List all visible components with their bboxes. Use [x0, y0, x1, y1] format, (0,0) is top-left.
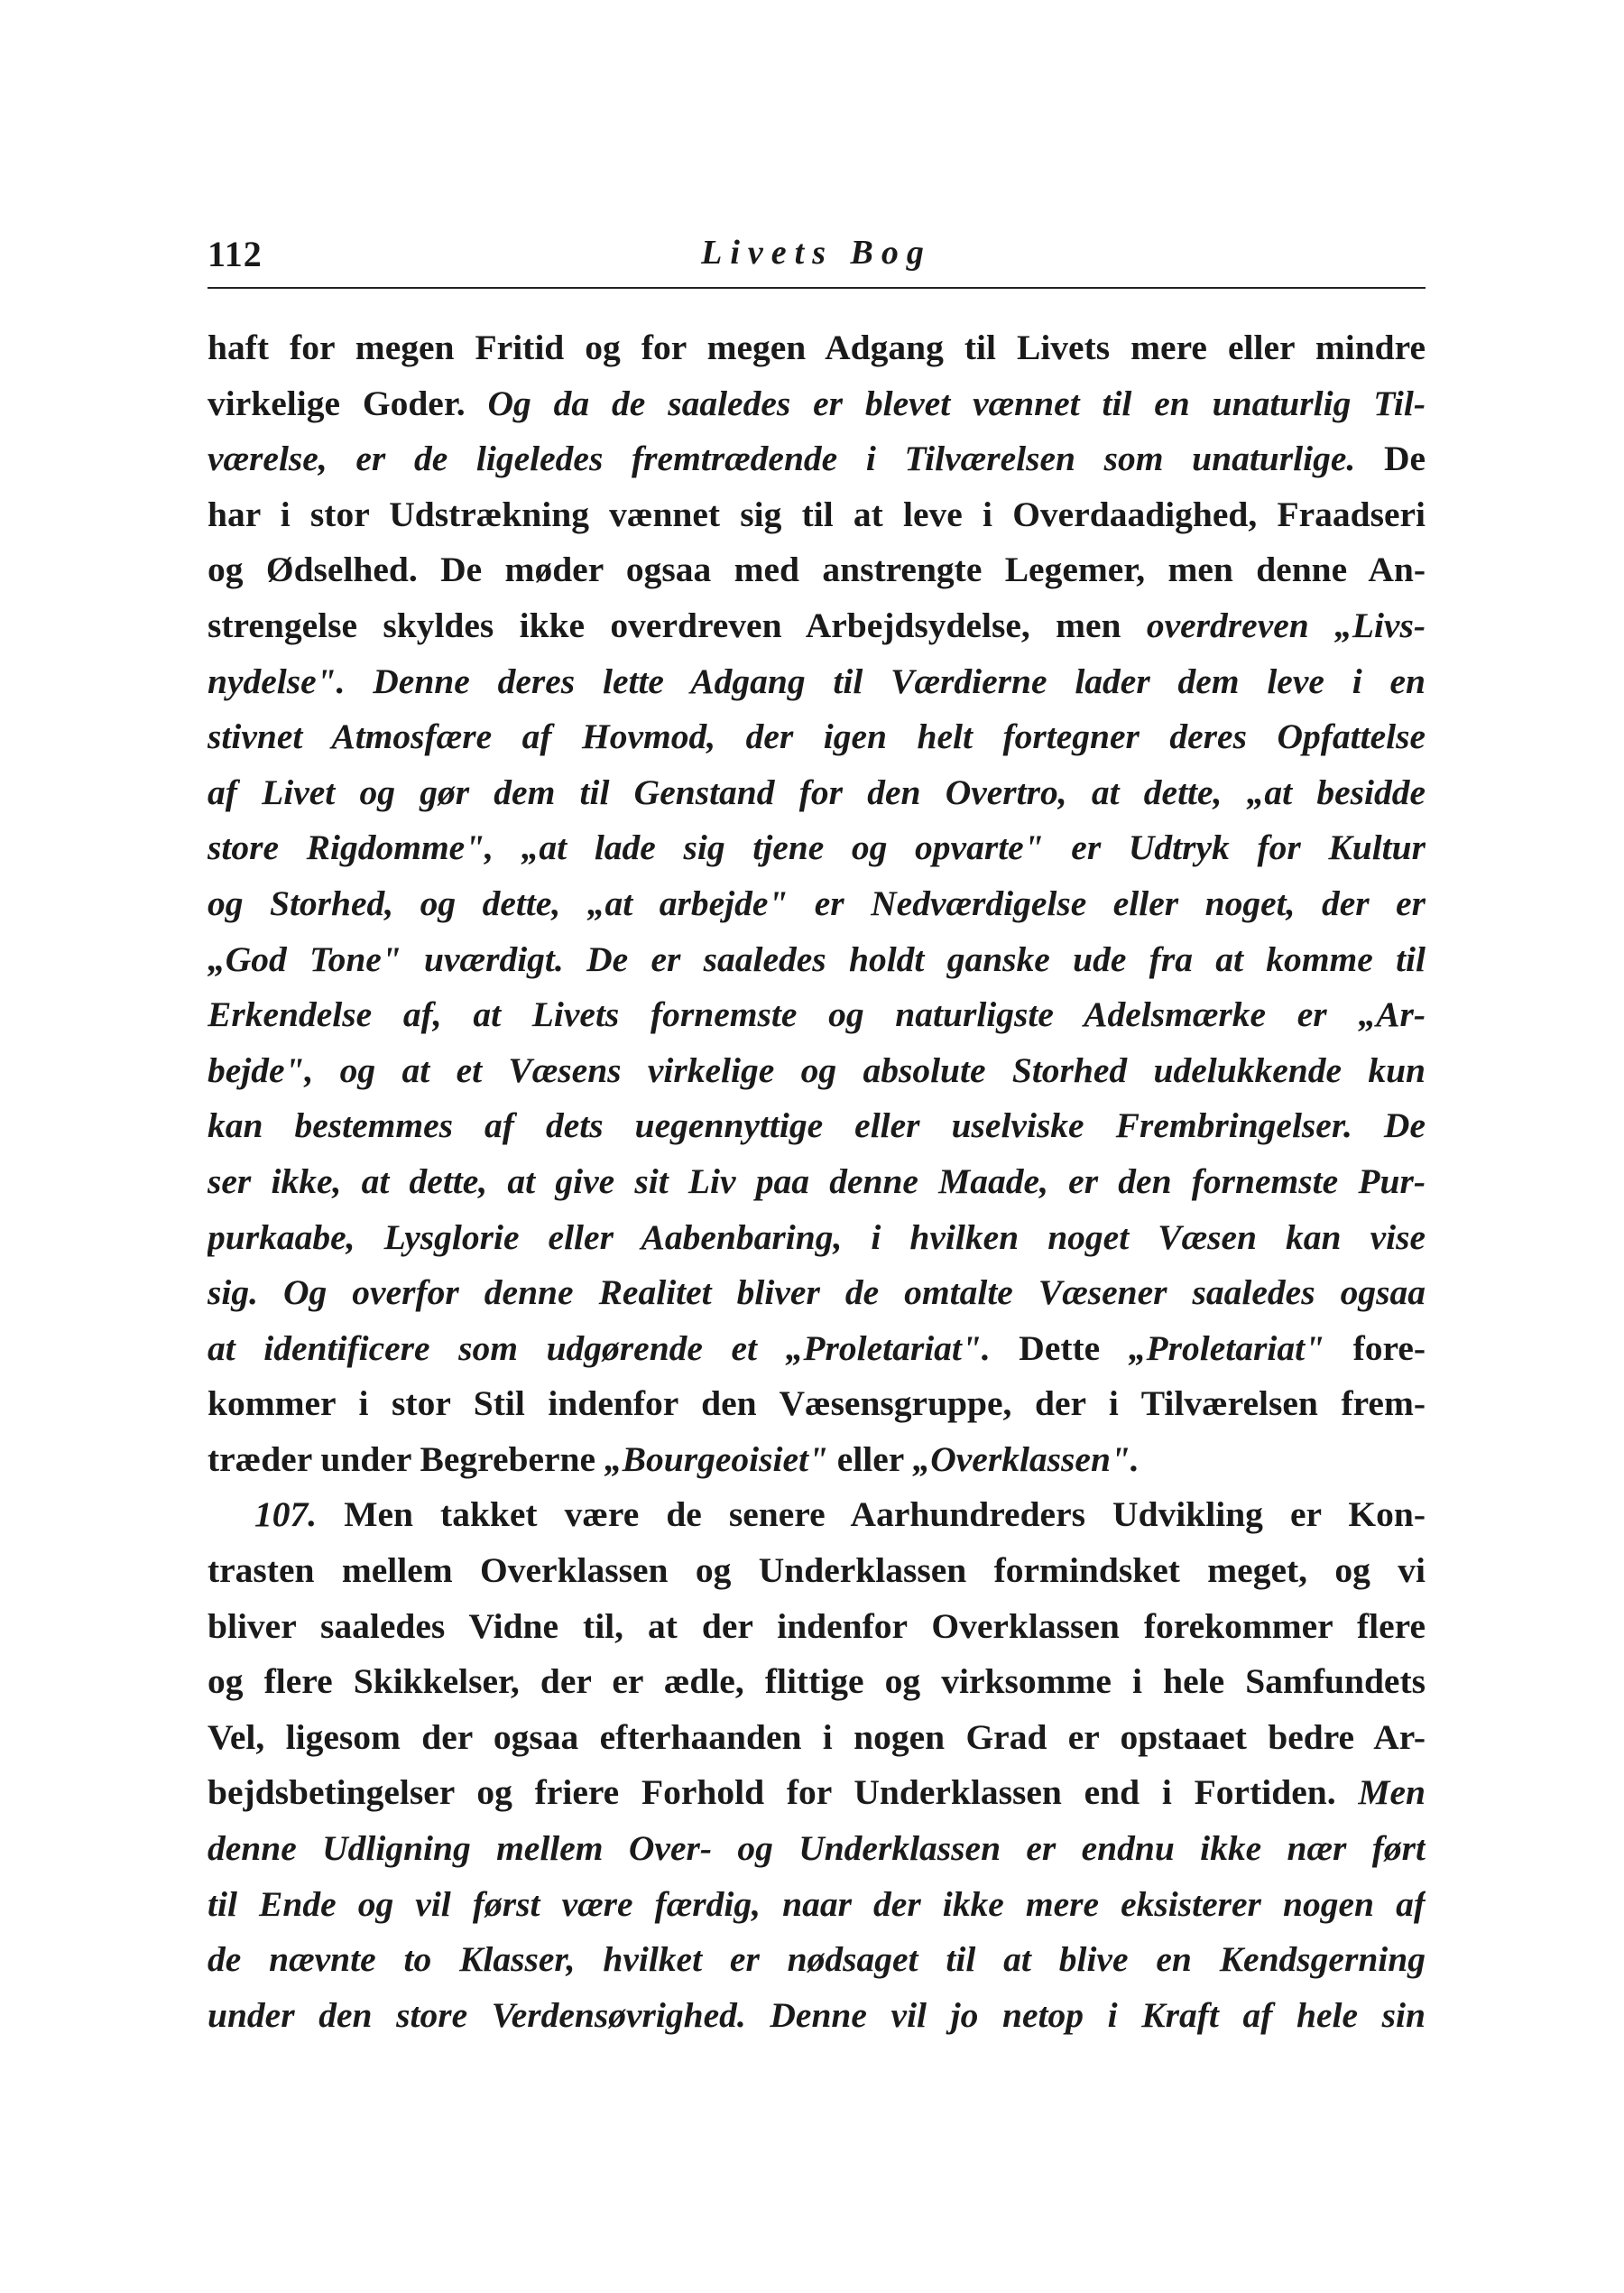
text-line — [208, 1432, 1426, 1488]
italic-text-run: 107. — [254, 1494, 318, 1535]
text-run: virkelige Goder. — [208, 383, 488, 423]
italic-text-run: stivnet Atmosfære af Hovmod, der igen helt fortegner deres Opfattelse — [208, 717, 1426, 757]
italic-text-run: ser ikke, at dette, at give sit Liv paa denne Maade, er den fornemste Pur- — [208, 1160, 1426, 1201]
text-run: og Ødselhed. De møder ogsaa med anstrengte Legemer, men denne An- — [208, 550, 1426, 590]
italic-text-run: nydelse". Denne deres lette Adgang til Værdierne lader dem leve i en — [208, 661, 1426, 701]
text-line — [208, 1043, 1426, 1099]
text-run: Men takket være de senere Aarhundreders Udvikling er Kon- — [317, 1494, 1426, 1535]
page-header — [208, 224, 1426, 289]
text-run: haft for megen Fritid og for megen Adgang til Livets mere eller mindre — [208, 328, 1426, 367]
text-line — [208, 376, 1426, 432]
italic-text-run: og Storhed, og dette, „at arbejde" er Nedværdigelse eller noget, der er — [208, 883, 1426, 923]
text-run: strengelse skyldes ikke overdreven Arbejdsydelse, men — [208, 605, 1147, 645]
text-line — [208, 598, 1426, 654]
page-number: 112 — [208, 234, 263, 274]
text-line — [208, 1599, 1426, 1655]
italic-text-run: Og da de saaledes er blevet vænnet til en unaturlig Til- — [487, 383, 1426, 423]
text-line — [208, 1932, 1426, 1988]
text-line — [208, 932, 1426, 988]
text-run: bliver saaledes Vidne til, at der indenfor Overklassen forekommer flere — [208, 1605, 1426, 1646]
text-run: Vel, ligesom der ogsaa efterhaanden i nogen Grad er opstaaet bedre Ar- — [208, 1716, 1426, 1757]
italic-text-run: af Livet og gør dem til Genstand for den Overtro, at dette, „at besidde — [208, 772, 1426, 812]
text-line — [208, 1821, 1426, 1877]
italic-text-run: at identificere som udgørende et „Proletariat". — [208, 1327, 991, 1368]
text-run: De — [1355, 439, 1426, 479]
italic-text-run: Men — [1358, 1772, 1426, 1813]
text-run: bejdsbetingelser og friere Forhold for Underklassen end i Fortiden. — [208, 1772, 1359, 1813]
text-line — [208, 1265, 1426, 1321]
italic-text-run: „Proletariat" — [1128, 1327, 1325, 1368]
text-line — [208, 1098, 1426, 1154]
italic-text-run: store Rigdomme", „at lade sig tjene og opvarte" er Udtryk for Kultur — [208, 828, 1426, 868]
italic-text-run: „God Tone" uværdigt. De er saaledes holdt ganske ude fra at komme til — [208, 938, 1426, 979]
text-line — [208, 1543, 1426, 1599]
text-line — [208, 987, 1426, 1043]
text-line — [208, 654, 1426, 710]
text-run: fore- — [1324, 1327, 1426, 1368]
italic-text-run: bejde", og at et Væsens virkelige og absolute Storhed udelukkende kun — [208, 1049, 1426, 1090]
body-text — [208, 320, 1426, 2043]
italic-text-run: overdreven „Livs- — [1146, 605, 1426, 645]
text-line — [208, 431, 1426, 487]
italic-text-run: kan bestemmes af dets uegennyttige eller uselviske Frembringelser. De — [208, 1105, 1426, 1146]
italic-text-run: „Overklassen". — [912, 1438, 1140, 1479]
italic-text-run: til Ende og vil først være færdig, naar der ikke mere eksisterer nogen af — [208, 1883, 1426, 1924]
text-line — [208, 765, 1426, 821]
text-line — [208, 1765, 1426, 1821]
text-run: har i stor Udstrækning vænnet sig til at leve i Overdaadighed, Fraadseri — [208, 494, 1426, 534]
italic-text-run: „Bourgeoisiet" — [604, 1438, 828, 1479]
text-run: eller — [827, 1438, 913, 1479]
italic-text-run: sig. Og overfor denne Realitet bliver de omtalte Væsener saaledes ogsaa — [208, 1272, 1426, 1313]
running-title: Livets Bog — [701, 234, 932, 272]
italic-text-run: denne Udligning mellem Over- og Underklassen er endnu ikke nær ført — [208, 1828, 1426, 1869]
text-line — [208, 1654, 1426, 1710]
text-line — [208, 320, 1426, 376]
text-line — [208, 876, 1426, 932]
text-line — [208, 1877, 1426, 1933]
text-run: Dette — [990, 1327, 1129, 1368]
text-run: kommer i stor Stil indenfor den Væsensgruppe, der i Tilværelsen frem- — [208, 1383, 1426, 1424]
text-line — [208, 1210, 1426, 1266]
text-run: trasten mellem Overklassen og Underklassen formindsket meget, og vi — [208, 1550, 1426, 1591]
text-line — [208, 820, 1426, 876]
text-line — [208, 709, 1426, 765]
text-run: træder under Begreberne — [208, 1438, 604, 1479]
text-line — [208, 1487, 1426, 1543]
text-line — [208, 1710, 1426, 1766]
text-line — [208, 1988, 1426, 2044]
text-line — [208, 487, 1426, 543]
italic-text-run: værelse, er de ligeledes fremtrædende i Tilværelsen som unaturlige. — [208, 439, 1356, 479]
italic-text-run: de nævnte to Klasser, hvilket er nødsaget til at blive en Kendsgerning — [208, 1939, 1426, 1980]
text-run: og flere Skikkelser, der er ædle, flittige og virksomme i hele Samfundets — [208, 1661, 1426, 1702]
italic-text-run: under den store Verdensøvrighed. Denne vil jo netop i Kraft af hele sin — [208, 1994, 1426, 2035]
italic-text-run: Erkendelse af, at Livets fornemste og naturligste Adelsmærke er „Ar- — [208, 994, 1426, 1035]
text-line — [208, 1321, 1426, 1377]
text-line — [208, 1376, 1426, 1432]
italic-text-run: purkaabe, Lysglorie eller Aabenbaring, i hvilken noget Væsen kan vise — [208, 1216, 1426, 1257]
text-line — [208, 542, 1426, 598]
text-line — [208, 1154, 1426, 1210]
